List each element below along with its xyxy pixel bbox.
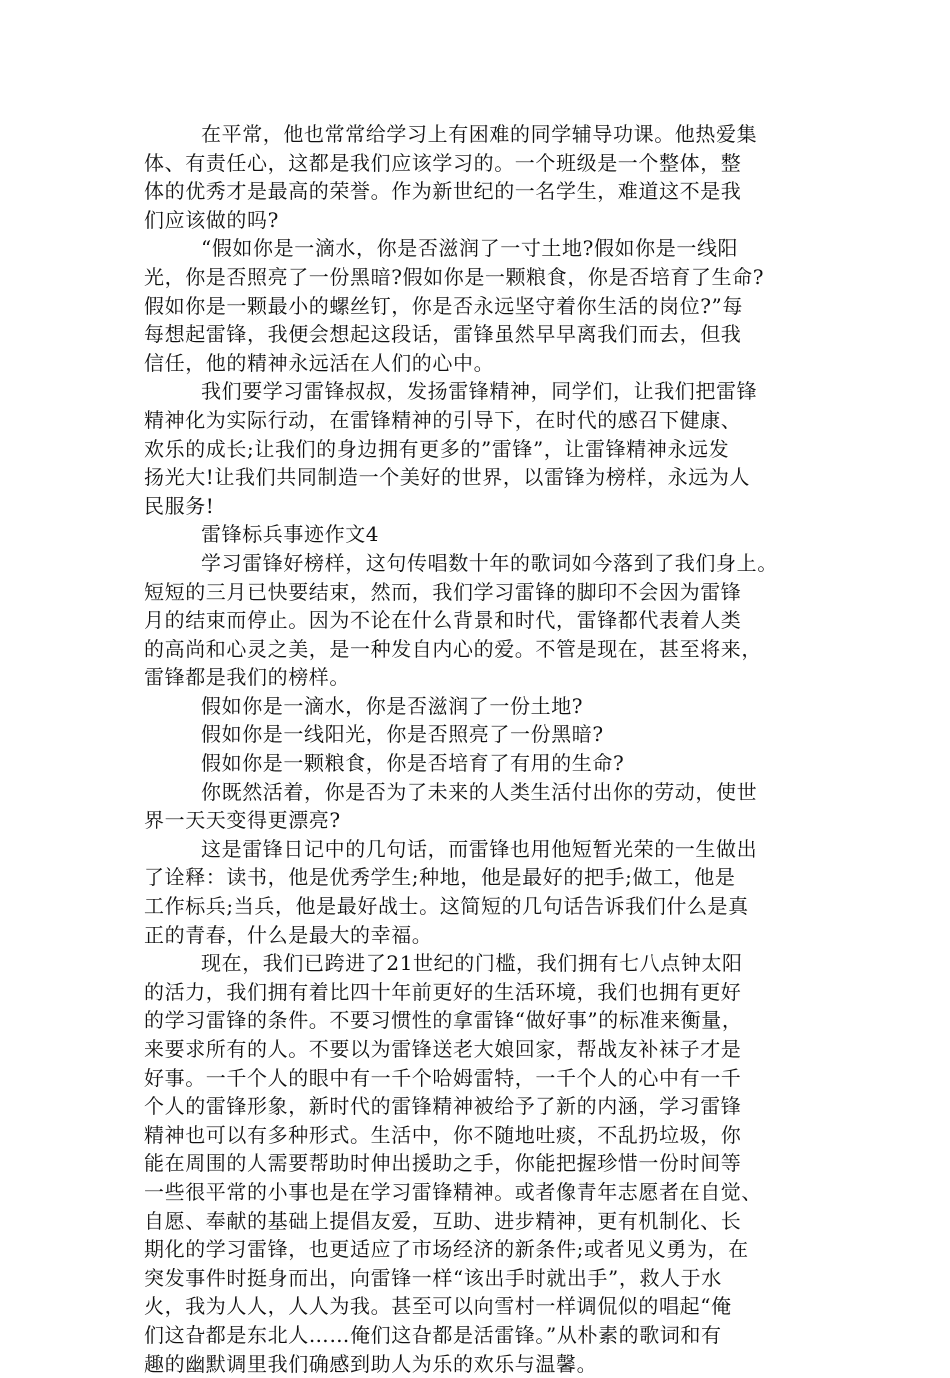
text-line: 体、有责任心，这都是我们应该学习的。一个班级是一个整体，整 bbox=[144, 150, 742, 175]
text-line: 了诠释：读书，他是优秀学生;种地，他是最好的把手;做工，他是 bbox=[144, 865, 736, 890]
text-line: 雷锋标兵事迹作文4 bbox=[201, 522, 380, 547]
text-line: 正的青春，什么是最大的幸福。 bbox=[144, 922, 433, 947]
text-line: 这是雷锋日记中的几句话，而雷锋也用他短暂光荣的一生做出 bbox=[201, 836, 758, 861]
text-line: 火，我为人人，人人为我。甚至可以向雪村一样调侃似的唱起“俺 bbox=[144, 1294, 732, 1319]
text-line: 体的优秀才是最高的荣誉。作为新世纪的一名学生，难道这不是我 bbox=[144, 179, 742, 204]
text-line: 短短的三月已快要结束，然而，我们学习雷锋的脚印不会因为雷锋 bbox=[144, 579, 742, 604]
text-line: 扬光大!让我们共同制造一个美好的世界，以雷锋为榜样，永远为人 bbox=[144, 465, 751, 490]
text-line: 假如你是一颗最小的螺丝钉，你是否永远坚守着你生活的岗位?”每 bbox=[144, 293, 743, 318]
text-line: 们这旮都是东北人……俺们这旮都是活雷锋。”从朴素的歌词和有 bbox=[144, 1322, 722, 1347]
text-line: 突发事件时挺身而出，向雷锋一样“该出手时就出手”，救人于水 bbox=[144, 1265, 722, 1290]
text-line: 好事。一千个人的眼中有一千个哈姆雷特，一千个人的心中有一千 bbox=[144, 1065, 742, 1090]
text-line: 能在周围的人需要帮助时伸出援助之手，你能把握珍惜一份时间等 bbox=[144, 1151, 742, 1176]
text-line: 月的结束而停止。因为不论在什么背景和时代，雷锋都代表着人类 bbox=[144, 608, 742, 633]
document-page bbox=[144, 120, 810, 1378]
text-line: 的高尚和心灵之美，是一种发自内心的爱。不管是现在，甚至将来， bbox=[144, 636, 762, 661]
text-line: 雷锋都是我们的榜样。 bbox=[144, 665, 350, 690]
text-line: 学习雷锋好榜样，这句传唱数十年的歌词如今落到了我们身上。 bbox=[201, 550, 778, 575]
text-line: 精神化为实际行动，在雷锋精神的引导下，在时代的感召下健康、 bbox=[144, 407, 742, 432]
text-line: 假如你是一颗粮食，你是否培育了有用的生命? bbox=[201, 751, 625, 776]
text-line: 信任，他的精神永远活在人们的心中。 bbox=[144, 350, 495, 375]
text-line: 假如你是一线阳光，你是否照亮了一份黑暗? bbox=[201, 722, 604, 747]
text-line: 来要求所有的人。不要以为雷锋送老大娘回家，帮战友补袜子才是 bbox=[144, 1037, 742, 1061]
text-line: 的学习雷锋的条件。不要习惯性的拿雷锋“做好事”的标准来衡量， bbox=[144, 1008, 743, 1033]
text-line: 在平常，他也常常给学习上有困难的同学辅导功课。他热爱集 bbox=[201, 122, 758, 146]
text-line: 精神也可以有多种形式。生活中，你不随地吐痰，不乱扔垃圾，你 bbox=[144, 1122, 742, 1147]
text-line: 自愿、奉献的基础上提倡友爱，互助、进步精神，更有机制化、长 bbox=[144, 1208, 742, 1233]
text-line: 你既然活着，你是否为了未来的人类生活付出你的劳动，使世 bbox=[201, 779, 758, 804]
text-line: 欢乐的成长;让我们的身边拥有更多的”雷锋”，让雷锋精神永远发 bbox=[144, 436, 730, 461]
text-line: 我们要学习雷锋叔叔，发扬雷锋精神，同学们，让我们把雷锋 bbox=[201, 379, 758, 404]
text-line: 个人的雷锋形象，新时代的雷锋精神被给予了新的内涵，学习雷锋 bbox=[144, 1094, 742, 1119]
text-line: 每想起雷锋，我便会想起这段话，雷锋虽然早早离我们而去，但我 bbox=[144, 322, 742, 347]
text-line: 的活力，我们拥有着比四十年前更好的生活环境，我们也拥有更好 bbox=[144, 979, 742, 1004]
text-line: 们应该做的吗? bbox=[144, 207, 279, 232]
text-line: 现在，我们已跨进了21世纪的门槛，我们拥有七八点钟太阳 bbox=[201, 951, 743, 976]
text-line: “假如你是一滴水，你是否滋润了一寸土地?假如你是一线阳 bbox=[201, 236, 739, 261]
text-line: 民服务! bbox=[144, 493, 215, 518]
text-line: 工作标兵;当兵，他是最好战士。这简短的几句话告诉我们什么是真 bbox=[144, 894, 749, 919]
text-line: 光，你是否照亮了一份黑暗?假如你是一颗粮食，你是否培育了生命? bbox=[144, 264, 765, 289]
text-line: 趣的幽默调里我们确感到助人为乐的欢乐与温馨。 bbox=[144, 1351, 598, 1376]
text-line: 期化的学习雷锋，也更适应了市场经济的新条件;或者见义勇为，在 bbox=[144, 1237, 749, 1262]
text-line: 一些很平常的小事也是在学习雷锋精神。或者像青年志愿者在自觉、 bbox=[144, 1179, 762, 1204]
text-line: 假如你是一滴水，你是否滋润了一份土地? bbox=[201, 693, 584, 718]
text-line: 界一天天变得更漂亮? bbox=[144, 808, 341, 833]
